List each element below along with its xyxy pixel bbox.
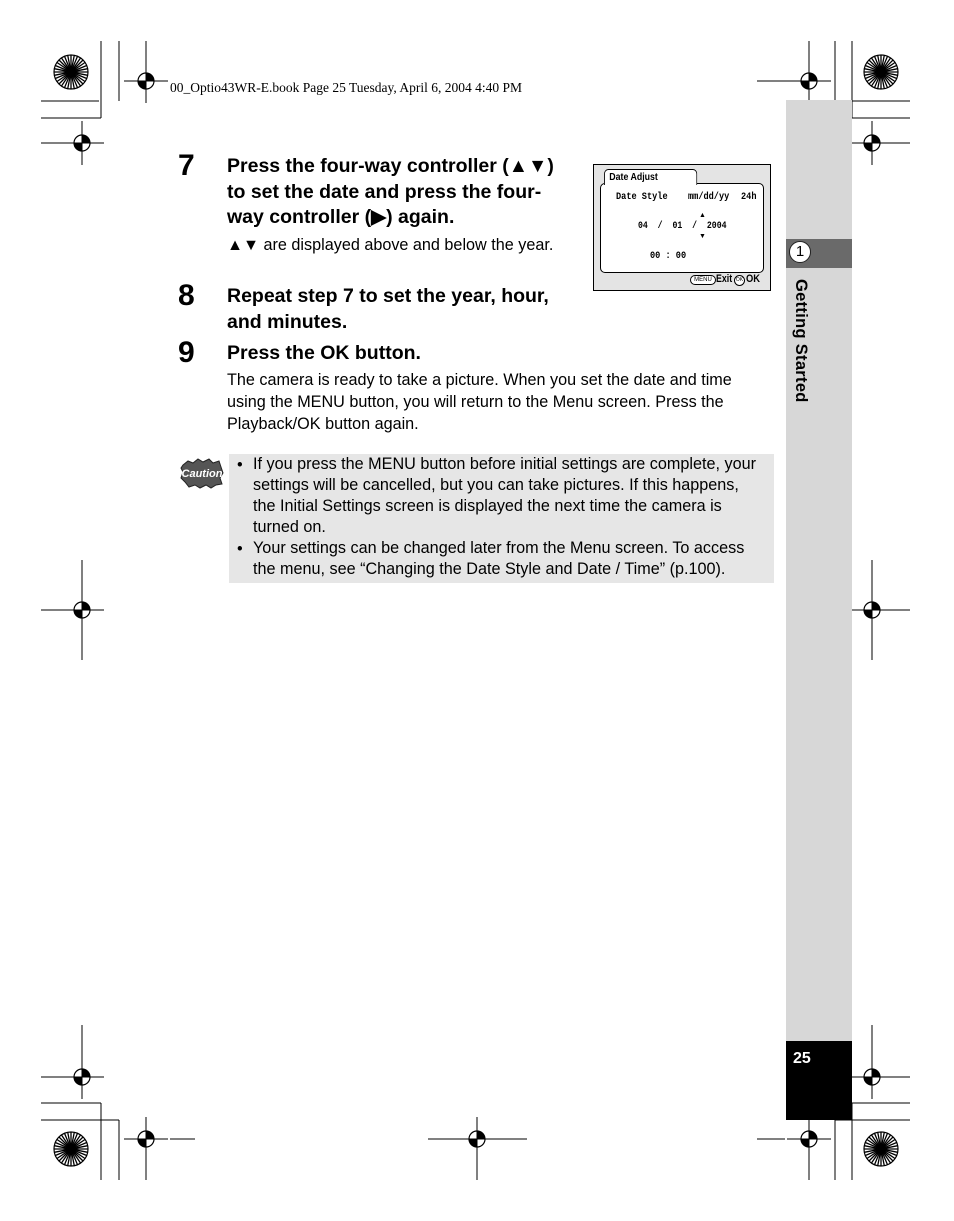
caution-icon-label: Caution xyxy=(181,468,223,480)
bullet-text xyxy=(253,538,771,580)
step-title-line: to set the date and press the four- xyxy=(227,180,542,203)
step-title-line: and minutes. xyxy=(227,310,348,333)
step-number: 7 xyxy=(178,149,195,182)
bullet-line: settings will be cancelled, but you can take pictures. If this happens, xyxy=(253,476,739,494)
step-title: Press the OK button. xyxy=(227,342,421,364)
step-description-line: The camera is ready to take a picture. When you set the date and time xyxy=(227,371,732,389)
step-title-line: Repeat step 7 to set the year, hour, xyxy=(227,285,549,307)
down-arrow-icon: ▼ xyxy=(699,233,706,240)
lcd-tab-title: Date Adjust xyxy=(604,169,697,185)
caution-note xyxy=(229,454,774,583)
step-number: 9 xyxy=(178,336,195,369)
lcd-ok-label: OK xyxy=(746,273,761,285)
lcd-date-style-label: Date Style xyxy=(616,192,668,203)
bullet-line: Your settings can be changed later from the Menu screen. To access xyxy=(253,539,745,557)
lcd-date-adjust-screen xyxy=(593,164,771,291)
bullet-line: If you press the MENU button before initial settings are complete, your xyxy=(253,455,756,473)
bullet-text xyxy=(253,454,771,538)
step-title-line: way controller (▶) again. xyxy=(227,206,455,228)
bullet-line: turned on. xyxy=(253,518,326,536)
print-header: 00_Optio43WR-E.book Page 25 Tuesday, April 6, 2004 4:40 PM xyxy=(170,80,523,95)
step-description: ▲▼ are displayed above and below the year. xyxy=(227,236,554,254)
lcd-date-style-value: mm/dd/yy xyxy=(688,192,730,203)
bullet: • xyxy=(237,540,243,558)
bullet-line: the Initial Settings screen is displayed the next time the camera is xyxy=(253,497,722,515)
step-title xyxy=(227,284,549,335)
step-description-line: using the MENU button, you will return to the Menu screen. Press the xyxy=(227,393,724,411)
lcd-date-value: 04 / 01 / 2004 xyxy=(638,221,727,232)
ok-button-icon: OK xyxy=(734,275,745,286)
caution-icon xyxy=(180,457,224,489)
chapter-title: Getting Started xyxy=(792,279,810,403)
step-title-line: Press the four-way controller (▲▼) xyxy=(227,155,554,177)
step-description xyxy=(227,369,732,435)
bullet: • xyxy=(237,456,243,474)
step-number: 8 xyxy=(178,279,195,312)
chapter-number: 1 xyxy=(789,241,811,263)
lcd-exit-label: Exit xyxy=(716,273,733,285)
bullet-line: the menu, see “Changing the Date Style and Date / Time” (p.100). xyxy=(253,560,726,578)
lcd-time-format: 24h xyxy=(741,192,757,203)
lcd-time-value: 00 : 00 xyxy=(650,251,687,262)
page-number: 25 xyxy=(793,1050,811,1067)
step-title xyxy=(227,154,554,231)
menu-button-icon: MENU xyxy=(690,275,716,285)
step-description-line: Playback/OK button again. xyxy=(227,415,419,433)
up-arrow-icon: ▲ xyxy=(699,212,706,219)
